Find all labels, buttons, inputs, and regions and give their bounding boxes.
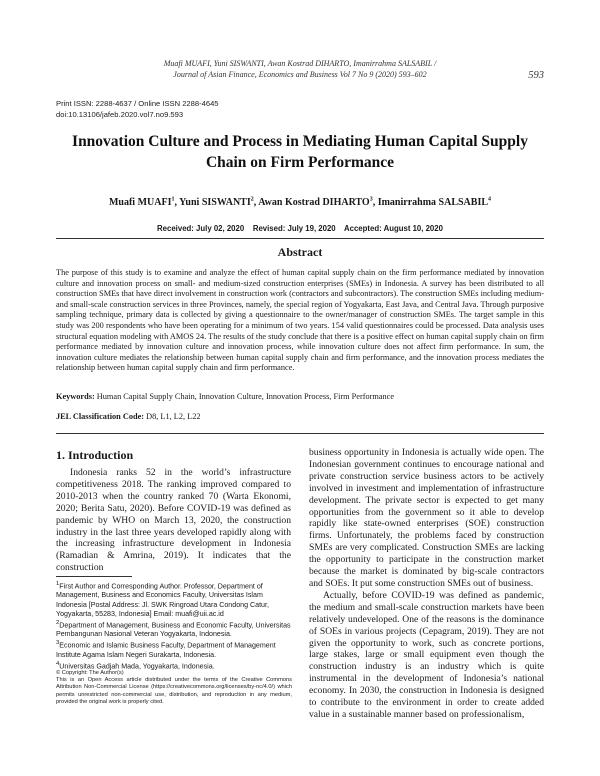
paragraph: business opportunity in Indonesia is actually wide open. The Indonesian government continues to encourage national and private construction service business actors to be actively involved in investment and implementation of infrastructure development. The private sector is expected to get many opportunities from the government so it able to develop rapidly like state-owned enterprises (SOE) construction firms. Unfortunately, the problems faced by construction SMEs are very complicated. Construction SMEs are lacking the opportunity to participate in the construction market because the market is dominated by big-scale contractors and SOEs. It put some construction SMEs out of business.	[309, 447, 544, 589]
author-list	[0, 197, 600, 208]
footnote: $^3$Economic and Islamic Business Faculty, Department of Management Institute Agama Islam Negeri Surakarta, Indonesia.	[56, 640, 276, 659]
keywords	[56, 392, 544, 403]
running-header-authors: Muafi MUAFI, Yuni SISWANTI, Awan Kostrad DIHARTO, Imanirrahma SALSABIL /	[163, 59, 437, 68]
footnote: $^4$Universitas Gadjah Mada, Yogyakarta, Indonesia.	[56, 660, 215, 671]
jel-label: JEL Classification Code:	[56, 412, 145, 421]
footnote: $^2$Department of Management, Business and Economic Faculty, Universitas Pembangunan Nasional Veteran Yogyakarta, Indonesia.	[56, 619, 291, 639]
divider	[56, 238, 544, 239]
author: Yuni SISWANTI$^2$,	[179, 197, 259, 209]
doi-line[interactable]: doi:10.13106/jafeb.2020.vol7.no9.593	[56, 110, 184, 119]
left-column	[56, 467, 291, 574]
abstract-text: The purpose of this study is to examine and analyze the effect of human capital supply chain on the firm performance mediated by innovation culture and innovation process on small- and medium-sized construction enterprises (SMEs) in Indonesia. A survey has been distributed to all construction SMEs that have direct involvement in construction work (contractors and subcontractors). The construction SMEs including medium- and small-scale construction services in three Provinces, namely, the special region of Yogyakarta, East Java, and Central Java. Through purposive sampling technique, primary data is collected by giving a questionnaire to the owner/manager of construction SMEs. The target sample in this study was 200 respondents who have been operating for a minimum of two years. 154 valid questionnaires could be processed. Data analysis uses structural equation modeling with AMOS 24. The results of the study conclude that there is a positive effect on human capital supply chain on firm performance mediated by innovation culture and innovation process, while innovation culture does not affect firm performance. In sum, the innovation culture mediates the relationship between human capital supply chain and firm performance, and the innovation process mediates the relationship between human capital supply chain and firm performance.	[56, 268, 544, 373]
footnotes	[56, 580, 292, 671]
paragraph: Actually, before COVID-19 was defined as pandemic, the medium and small-scale construction markets have been relatively undeveloped. One of the reasons is the dominance of SOEs in various projects (Cepagram, 2019). They are not given the opportunity to work, such as concrete portions, large stakes, large or small equipment even though the construction industry is an industry which is quite instrumental in the development of Indonesia’s national economy. In 2030, the construction in Indonesia is designed to contribute to the environment in order to create added value in a sustainable manner based on professionalism,	[309, 589, 544, 720]
right-column	[309, 447, 544, 721]
copyright-line: © Copyright: The Author(s)	[56, 670, 124, 676]
issn-line: Print ISSN: 2288-4637 / Online ISSN 2288-4645	[56, 99, 219, 108]
author: Muafi MUAFI$^1$,	[108, 197, 180, 209]
jel-codes	[56, 412, 544, 423]
page-number: 593	[528, 70, 544, 81]
divider	[56, 433, 544, 434]
paper-title	[60, 131, 540, 173]
paper-title-line2: Chain on Firm Performance	[205, 154, 395, 171]
jel-text: D8, L1, L2, L22	[144, 412, 201, 421]
author: Imanirrahma SALSABIL$^4$	[377, 197, 492, 209]
running-header	[0, 58, 600, 80]
paper-title-line1: Innovation Culture and Process in Mediating Human Capital Supply	[72, 133, 528, 150]
issn-block	[56, 98, 219, 120]
license-text: This is an Open Access article distributed under the terms of the Creative Commons Attribution Non-Commercial License (https://creativecommons.org/licenses/by-nc/4.0/) which permits unrestricted non-commercial use, distribution, and reproduction in any medium, provided the original work is properly cited.	[56, 677, 292, 705]
keywords-text: Human Capital Supply Chain, Innovation Culture, Innovation Process, Firm Performance	[94, 392, 395, 401]
paragraph: Indonesia ranks 52 in the world’s infrastructure competitiveness 2018. The ranking improved compared to 2010-2013 when the country ranked 70 (Warta Ekonomi, 2020; Berita Satu, 2020). Before COVID-19 was defined as pandemic by WHO on March 13, 2020, the construction industry in the last three years developed rapidly along with the increasing infrastructure development in Indonesia (Ramadian & Amrina, 2019). It indicates that the construction	[56, 467, 291, 574]
running-header-journal: Journal of Asian Finance, Economics and Business Vol 7 No 9 (2020) 593–602	[173, 70, 427, 79]
section-heading: 1. Introduction	[56, 448, 134, 462]
license-notice	[56, 670, 292, 706]
footnote: $^1$First Author and Corresponding Author. Professor, Department of Management, Business and Economics Faculty, Universitas Islam Indonesia [Postal Address: Jl. SWK Ringroad Utara Condong Catur, Yogyakarta, 55283, Indonesia] Email: muafi@uii.ac.id	[56, 581, 269, 618]
author: Awan Kostrad DIHARTO$^3$,	[258, 197, 378, 209]
keywords-label: Keywords:	[56, 392, 95, 401]
footnote-rule	[56, 576, 132, 577]
abstract-heading: Abstract	[277, 245, 323, 259]
submission-dates: Received: July 02, 2020 Revised: July 19, 2020 Accepted: August 10, 2020	[157, 224, 443, 233]
